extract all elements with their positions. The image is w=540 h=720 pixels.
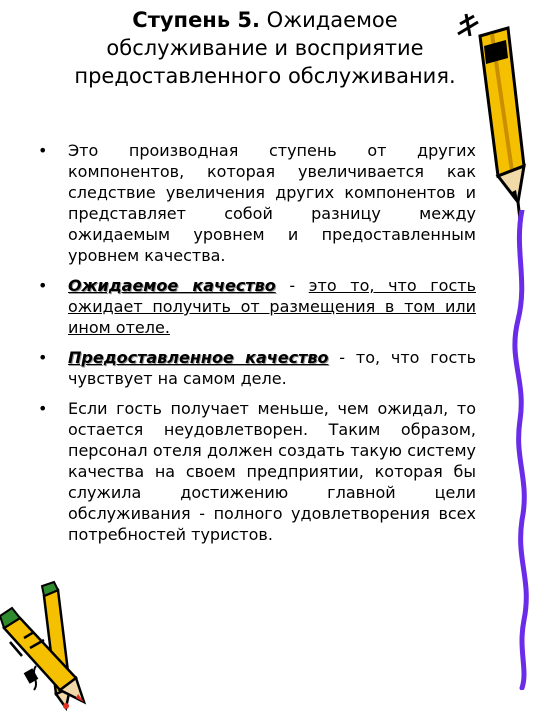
page-title xyxy=(60,6,470,90)
bullet-list xyxy=(36,140,476,554)
bullet-text: Если гость получает меньше, чем ожидал, то остается неудовлетворен. Таким образом, персонал отеля должен создать такую систему качества на своем предприятии, которая бы служила достижению главной цели обслуживания - полного удовлетворения всех потребностей туристов. xyxy=(68,399,476,544)
term-separator: - xyxy=(275,276,309,295)
title-rest: Ожидаемое обслуживание и восприятие предоставленного обслуживания. xyxy=(74,8,456,88)
title-lead: Ступень 5. xyxy=(132,8,260,32)
definition-provided-quality: - то, что гость чувствует на самом деле. xyxy=(68,348,477,388)
bullet-item xyxy=(36,140,476,266)
squiggle-line xyxy=(500,210,540,690)
bullet-item xyxy=(36,275,476,338)
bullet-item xyxy=(36,347,476,389)
definition-expected-quality: это то, что гость ожидает получить от размещения в том или ином отеле. xyxy=(68,276,476,337)
pencils-icon xyxy=(0,578,110,720)
term-provided-quality: Предоставленное качество xyxy=(68,348,329,367)
bullet-item xyxy=(36,398,476,545)
bullet-text: Это производная ступень от других компонентов, которая увеличивается как следствие увеличения других компонентов и представляет собой разницу между ожидаемым уровнем и предоставленным уровнем качества. xyxy=(68,141,476,265)
term-expected-quality: Ожидаемое качество xyxy=(68,276,276,295)
